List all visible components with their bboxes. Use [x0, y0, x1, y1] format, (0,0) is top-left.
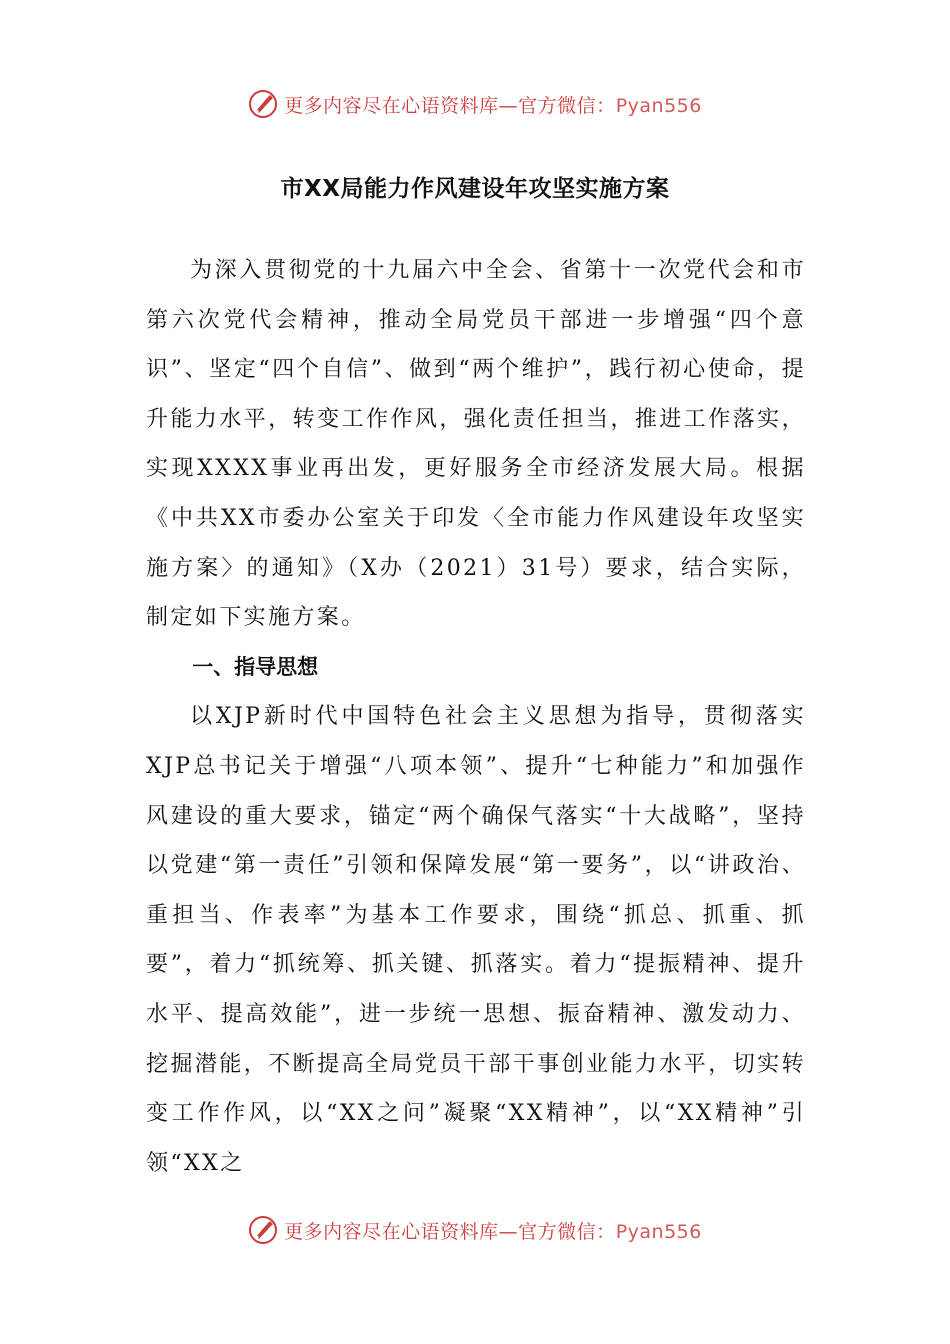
- pen-nib-logo-icon: [248, 89, 278, 119]
- guiding-ideology-paragraph: 以XJP新时代中国特色社会主义思想为指导，贯彻落实XJP总书记关于增强“八项本领”、提升“七种能力”和加强作风建设的重大要求，锚定“两个确保气落实“十大战略”，坚持以党建“第一责任”引领和保障发展“第一要务”，以“讲政治、重担当、作表率”为基本工作要求，围绕“抓总、抓重、抓要”，着力“抓统筹、抓关键、抓落实。着力“提振精神、提升水平、提高效能”，进一步统一思想、振奋精神、激发动力、挖掘潜能，不断提高全局党员干部干事创业能力水平，切实转变工作作风，以“XX之问”凝聚“XX精神”，以“XX精神”引领“XX之: [146, 704, 806, 1176]
- watermark-text: [284, 1217, 702, 1244]
- intro-paragraph: 为深入贯彻党的十九届六中全会、省第十一次党代会和市第六次党代会精神，推动全局党员干部进一步增强“四个意识”、坚定“四个自信”、做到“两个维护”，践行初心使命，提升能力水平，转变工作作风，强化责任担当，推进工作落实，实现XXXX事业再出发，更好服务全市经济发展大局。根据《中共XX市委办公室关于印发〈全市能力作风建设年攻坚实施方案〉的通知》（X办（2021）31号）要求，结合实际，制定如下实施方案。: [146, 258, 806, 631]
- footer-watermark: [0, 1210, 950, 1250]
- watermark-brand: 更多内容尽在心语资料库: [284, 1220, 499, 1243]
- watermark-suffix: 官方微信：: [518, 1220, 616, 1243]
- watermark-suffix: 官方微信：: [518, 94, 616, 117]
- watermark-brand: 更多内容尽在心语资料库: [284, 94, 499, 117]
- watermark-wechat-id: Pyan556: [615, 94, 702, 117]
- document-body: [146, 246, 806, 1188]
- watermark-separator: —: [498, 94, 519, 117]
- watermark-wechat-id: Pyan556: [615, 1220, 702, 1243]
- watermark-text: [284, 91, 702, 118]
- watermark-separator: —: [498, 1220, 519, 1243]
- header-watermark: [0, 84, 950, 124]
- section-heading-guiding-ideology: 一、指导思想: [192, 654, 319, 679]
- document-title: 市XX局能力作风建设年攻坚实施方案: [280, 176, 670, 202]
- pen-nib-logo-icon: [248, 1215, 278, 1245]
